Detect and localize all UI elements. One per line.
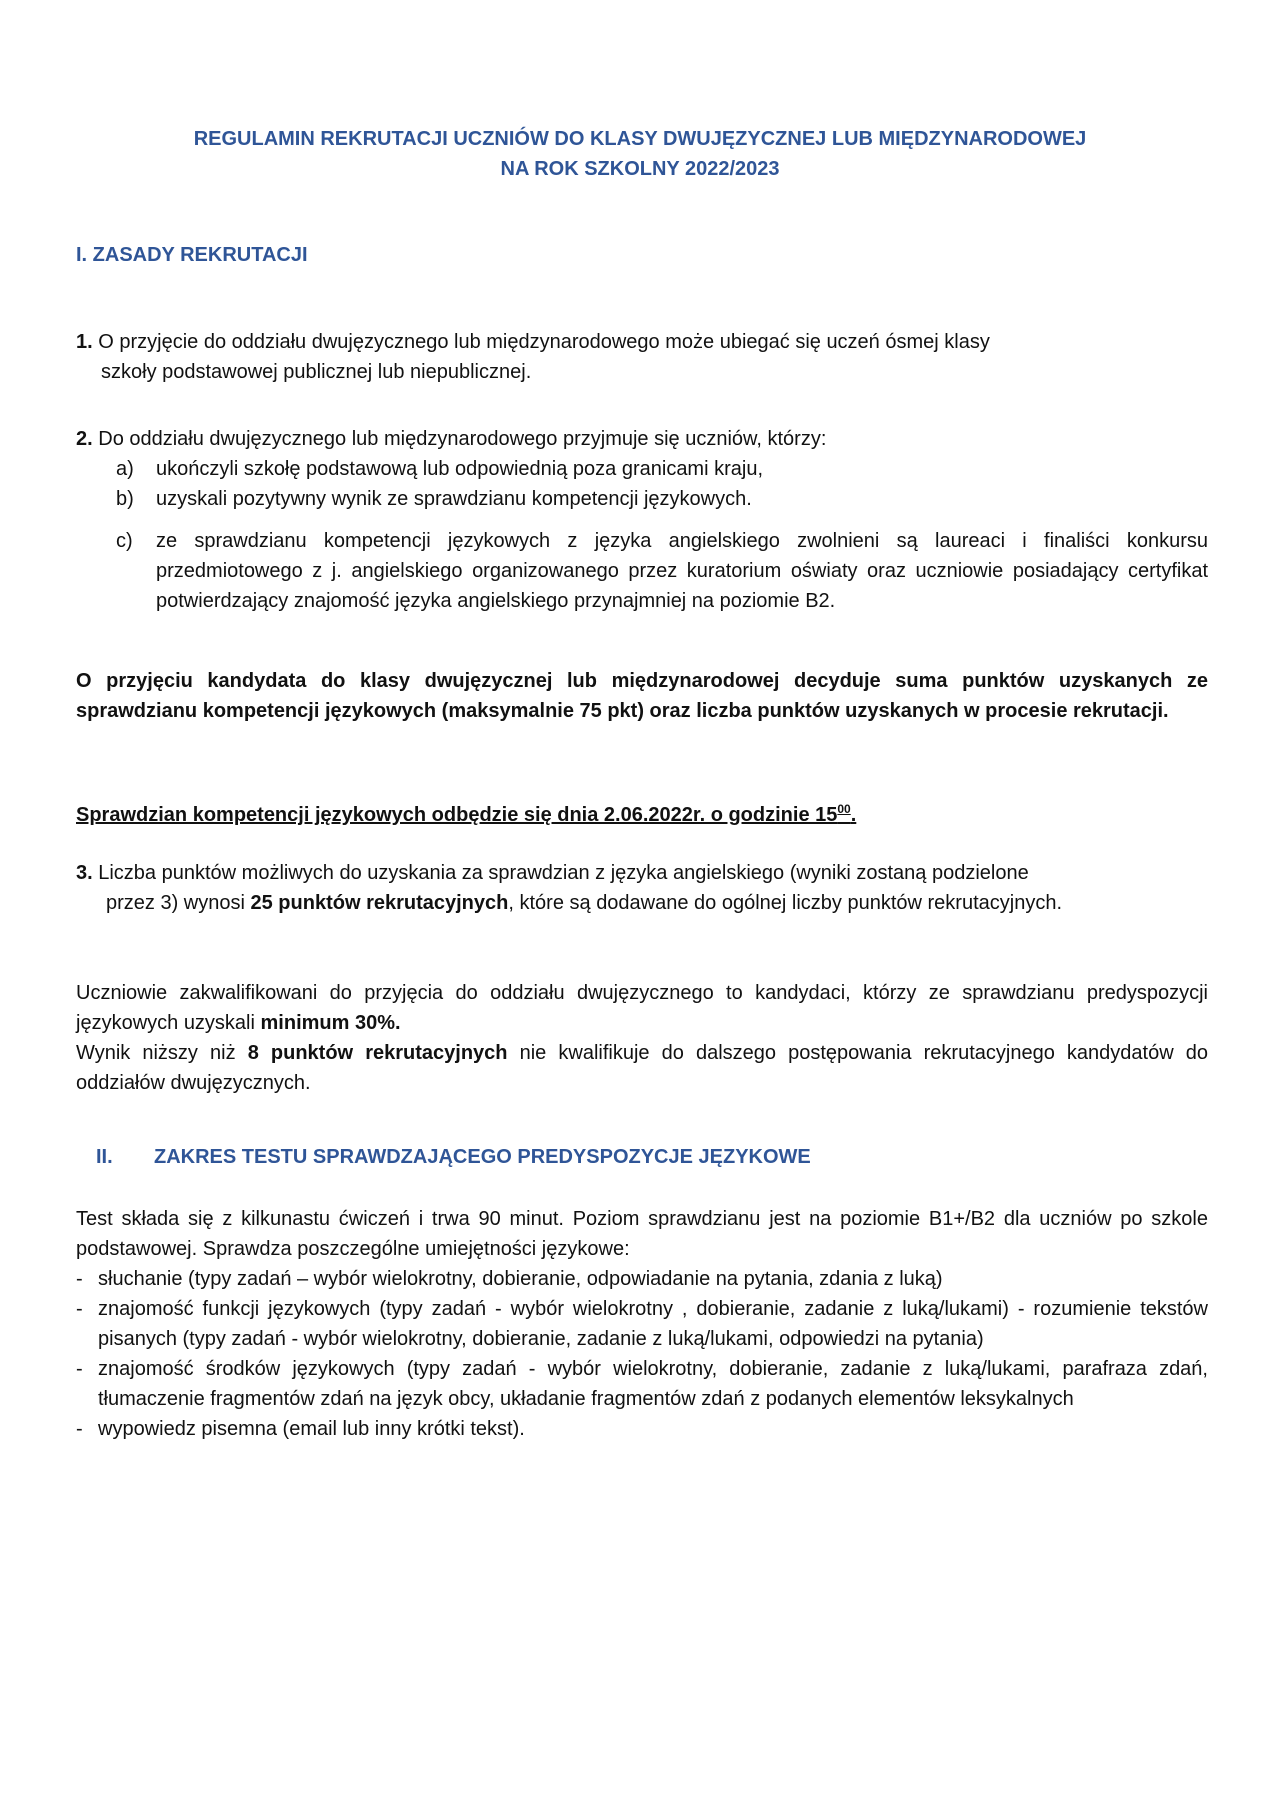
rule-item-1 <box>76 327 1208 387</box>
qualification-text: Uczniowie zakwalifikowani do przyjęcia do oddziału dwujęzycznego to kandydaci, którzy ze sprawdzianu predyspozycji językowych uzyskali <box>76 982 1208 1034</box>
item-text: Liczba punktów możliwych do uzyskania za sprawdzian z języka angielskiego (wyniki zostaną podzielone <box>92 862 1029 884</box>
sub-item-text: ze sprawdzianu kompetencji językowych z języka angielskiego zwolnieni są laureaci i finaliści konkursu przedmiotowego z j. angielskiego organizowanego przez kuratorium oświaty oraz uczniowie posiadający certyfikat potwierdzający znajomość języka angielskiego przynajmniej na poziomie B2. <box>156 530 1208 612</box>
dash-bullet: - <box>76 1418 83 1440</box>
sub-item-letter: a) <box>116 458 134 480</box>
list-item <box>76 1354 1208 1414</box>
dash-bullet: - <box>76 1358 83 1380</box>
exam-date-notice <box>76 794 1208 830</box>
list-item-text: wypowiedz pisemna (email lub inny krótki tekst). <box>98 1418 525 1440</box>
section-2-number: II. <box>96 1146 113 1168</box>
sub-item-a <box>116 454 1208 484</box>
title-line-2: NA ROK SZKOLNY 2022/2023 <box>500 158 780 180</box>
item-text-continuation <box>76 888 1208 918</box>
sub-item-letter: b) <box>116 488 134 510</box>
qualification-paragraph <box>76 978 1208 1038</box>
exam-date-text: Sprawdzian kompetencji językowych odbędzie się dnia 2.06.2022r. o godzinie 15 <box>76 804 838 826</box>
points-threshold: 8 punktów rekrutacyjnych <box>247 1042 508 1064</box>
list-item <box>76 1264 1208 1294</box>
title-line-1: REGULAMIN REKRUTACJI UCZNIÓW DO KLASY DWUJĘZYCZNEJ LUB MIĘDZYNARODOWEJ <box>193 128 1087 150</box>
exam-time-minutes: 00 <box>837 802 851 816</box>
item-text-part: przez 3) wynosi <box>106 892 251 914</box>
sub-item-letter: c) <box>116 530 133 552</box>
points-highlight: 25 punktów rekrutacyjnych <box>250 892 509 914</box>
dash-bullet: - <box>76 1268 83 1290</box>
rule-item-2 <box>76 424 1208 454</box>
lower-result-paragraph <box>76 1038 1208 1098</box>
sub-item-text: ukończyli szkołę podstawową lub odpowiednią poza granicami kraju, <box>156 458 764 480</box>
lower-result-text: Wynik niższy niż <box>76 1042 248 1064</box>
list-item-text: znajomość środków językowych (typy zadań - wybór wielokrotny, dobieranie, zadanie z luką/lukami, parafraza zdań, tłumaczenie fragmentów zdań na język obcy, układanie fragmentów zdań z podanych elementów leksykalnych <box>98 1358 1208 1410</box>
sub-item-c <box>116 526 1208 612</box>
sub-item-text: uzyskali pozytywny wynik ze sprawdzianu kompetencji językowych. <box>156 488 752 510</box>
skills-list <box>76 1264 1208 1444</box>
item-text-continuation: szkoły podstawowej publicznej lub niepublicznej. <box>101 361 532 383</box>
item-number: 1. <box>76 331 93 353</box>
rule-item-3 <box>76 858 1208 918</box>
dash-bullet: - <box>76 1298 83 1320</box>
list-item-text: znajomość funkcji językowych (typy zadań - wybór wielokrotny , dobieranie, zadanie z luką/lukami) - rozumienie tekstów pisanych (typy zadań - wybór wielokrotny, dobieranie, zadanie z luką/lukami, odpowiedzi na pytania) <box>98 1298 1208 1350</box>
lower-result-text-end: nie kwalifikuje do dalszego postępowania rekrutacyjnego kandydatów do oddziałów dwujęzycznych. <box>76 1042 1208 1094</box>
document-title <box>0 124 1280 184</box>
admission-paragraph: O przyjęciu kandydata do klasy dwujęzycznej lub międzynarodowej decyduje suma punktów uzyskanych ze sprawdzianu kompetencji językowych (maksymalnie 75 pkt) oraz liczba punktów uzyskanych w procesie rekrutacji. <box>76 670 1208 722</box>
section-2-title: ZAKRES TESTU SPRAWDZAJĄCEGO PREDYSPOZYCJE JĘZYKOWE <box>154 1146 811 1168</box>
section-1-heading: I. ZASADY REKRUTACJI <box>76 244 308 266</box>
section-2-heading <box>96 1146 811 1169</box>
list-item <box>76 1414 1208 1444</box>
item-text: O przyjęcie do oddziału dwujęzycznego lub międzynarodowego może ubiegać się uczeń ósmej klasy <box>92 331 990 353</box>
list-item <box>76 1294 1208 1354</box>
item-text-part: , które są dodawane do ogólnej liczby punktów rekrutacyjnych. <box>508 892 1063 914</box>
item-number: 2. <box>76 428 93 450</box>
exam-date-end: . <box>850 804 857 826</box>
item-text: Do oddziału dwujęzycznego lub międzynarodowego przyjmuje się uczniów, którzy: <box>92 428 827 450</box>
minimum-threshold: minimum 30%. <box>260 1012 401 1034</box>
list-item-text: słuchanie (typy zadań – wybór wielokrotny, dobieranie, odpowiadanie na pytania, zdania z luką) <box>98 1268 943 1290</box>
sub-item-b <box>116 484 1208 514</box>
item-number: 3. <box>76 862 93 884</box>
test-intro-paragraph: Test składa się z kilkunastu ćwiczeń i trwa 90 minut. Poziom sprawdzianu jest na poziomie B1+/B2 dla uczniów po szkole podstawowej. Sprawdza poszczególne umiejętności językowe: <box>76 1208 1208 1260</box>
